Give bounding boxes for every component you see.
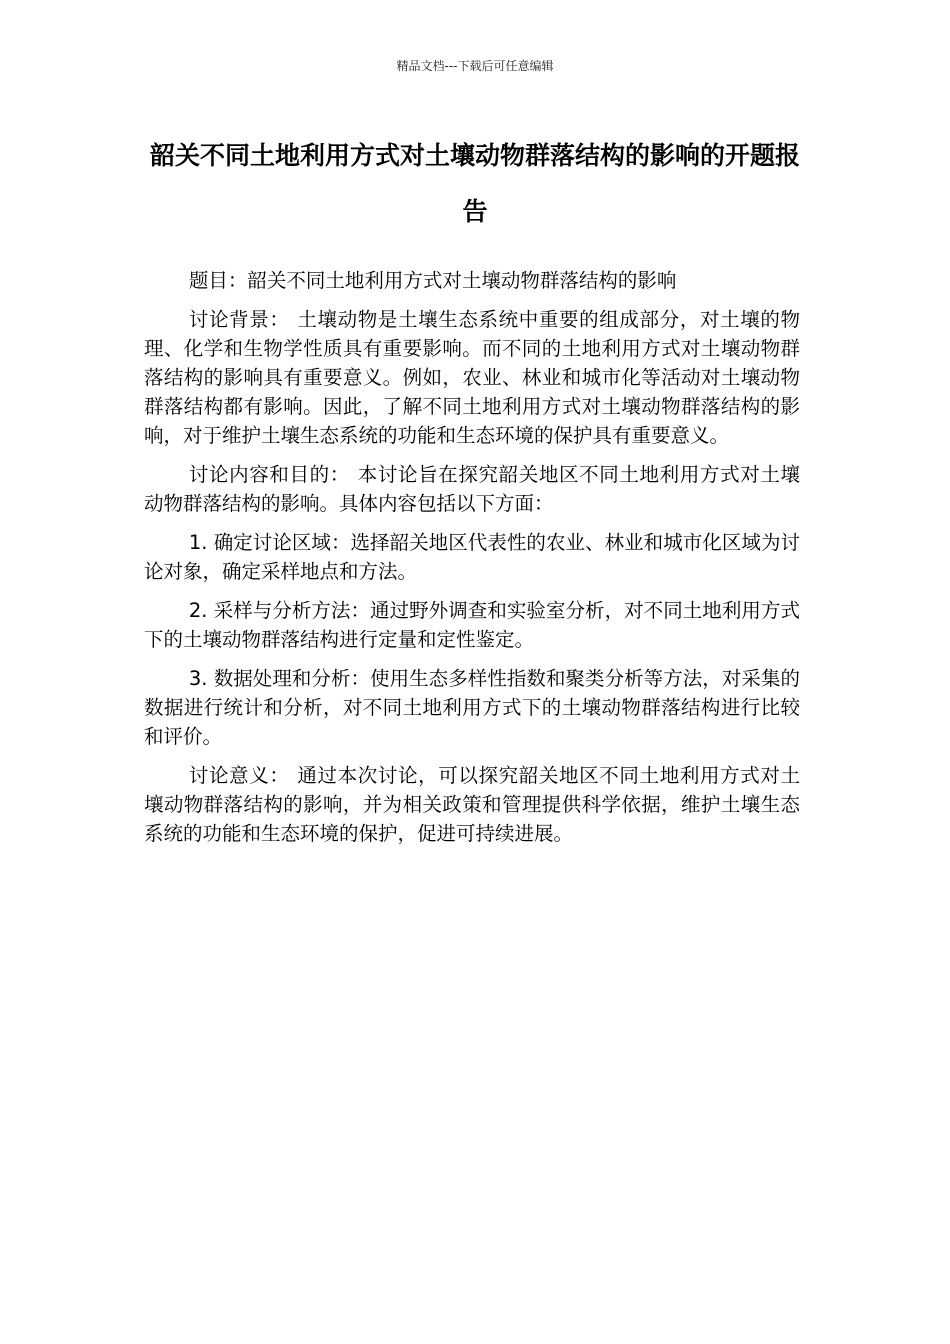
paragraph-text: 土壤动物是土壤生态系统中重要的组成部分，对土壤的物理、化学和生物学性质具有重要影响。而不同的土地利用方式对土壤动物群落结构的影响具有重要意义。例如，农业、林业和城市化等活动对土壤动物群落结构都有影响。因此，了解不同土地利用方式对土壤动物群落结构的影响，对于维护土壤生态系统的功能和生态环境的保护具有重要意义。 (144, 308, 800, 447)
paragraph-label: 讨论背景： (188, 308, 290, 331)
paragraph-background (144, 305, 800, 450)
paragraph-label: 讨论内容和目的： (188, 463, 350, 486)
paragraph-text: 1. 确定讨论区域：选择韶关地区代表性的农业、林业和城市化区域为讨论对象，确定采样地点和方法。 (144, 531, 800, 583)
paragraph-text: 题目：韶关不同土地利用方式对土壤动物群落结构的影响 (188, 269, 677, 292)
list-item (144, 528, 800, 586)
list-item (144, 664, 800, 751)
document-body (144, 266, 800, 858)
paragraph-text: 3. 数据处理和分析：使用生态多样性指数和聚类分析等方法，对采集的数据进行统计和分析，对不同土地利用方式下的土壤动物群落结构进行比较和评价。 (144, 667, 800, 748)
paragraph-topic (144, 266, 800, 295)
page-header: 精品文档---下载后可任意编辑 (396, 59, 554, 73)
paragraph-text: 2. 采样与分析方法：通过野外调查和实验室分析，对不同土地利用方式下的土壤动物群落结构进行定量和定性鉴定。 (144, 599, 800, 651)
document-title: 韶关不同土地利用方式对土壤动物群落结构的影响的开题报告 (149, 141, 800, 226)
list-item (144, 596, 800, 654)
paragraph-significance (144, 761, 800, 848)
paragraph-content-purpose (144, 460, 800, 518)
paragraph-text: 本讨论旨在探究韶关地区不同土地利用方式对土壤动物群落结构的影响。具体内容包括以下方面： (144, 463, 800, 515)
paragraph-label: 讨论意义： (188, 764, 290, 787)
paragraph-text: 通过本次讨论，可以探究韶关地区不同土地利用方式对土壤动物群落结构的影响，并为相关政策和管理提供科学依据，维护土壤生态系统的功能和生态环境的保护，促进可持续进展。 (144, 764, 800, 845)
